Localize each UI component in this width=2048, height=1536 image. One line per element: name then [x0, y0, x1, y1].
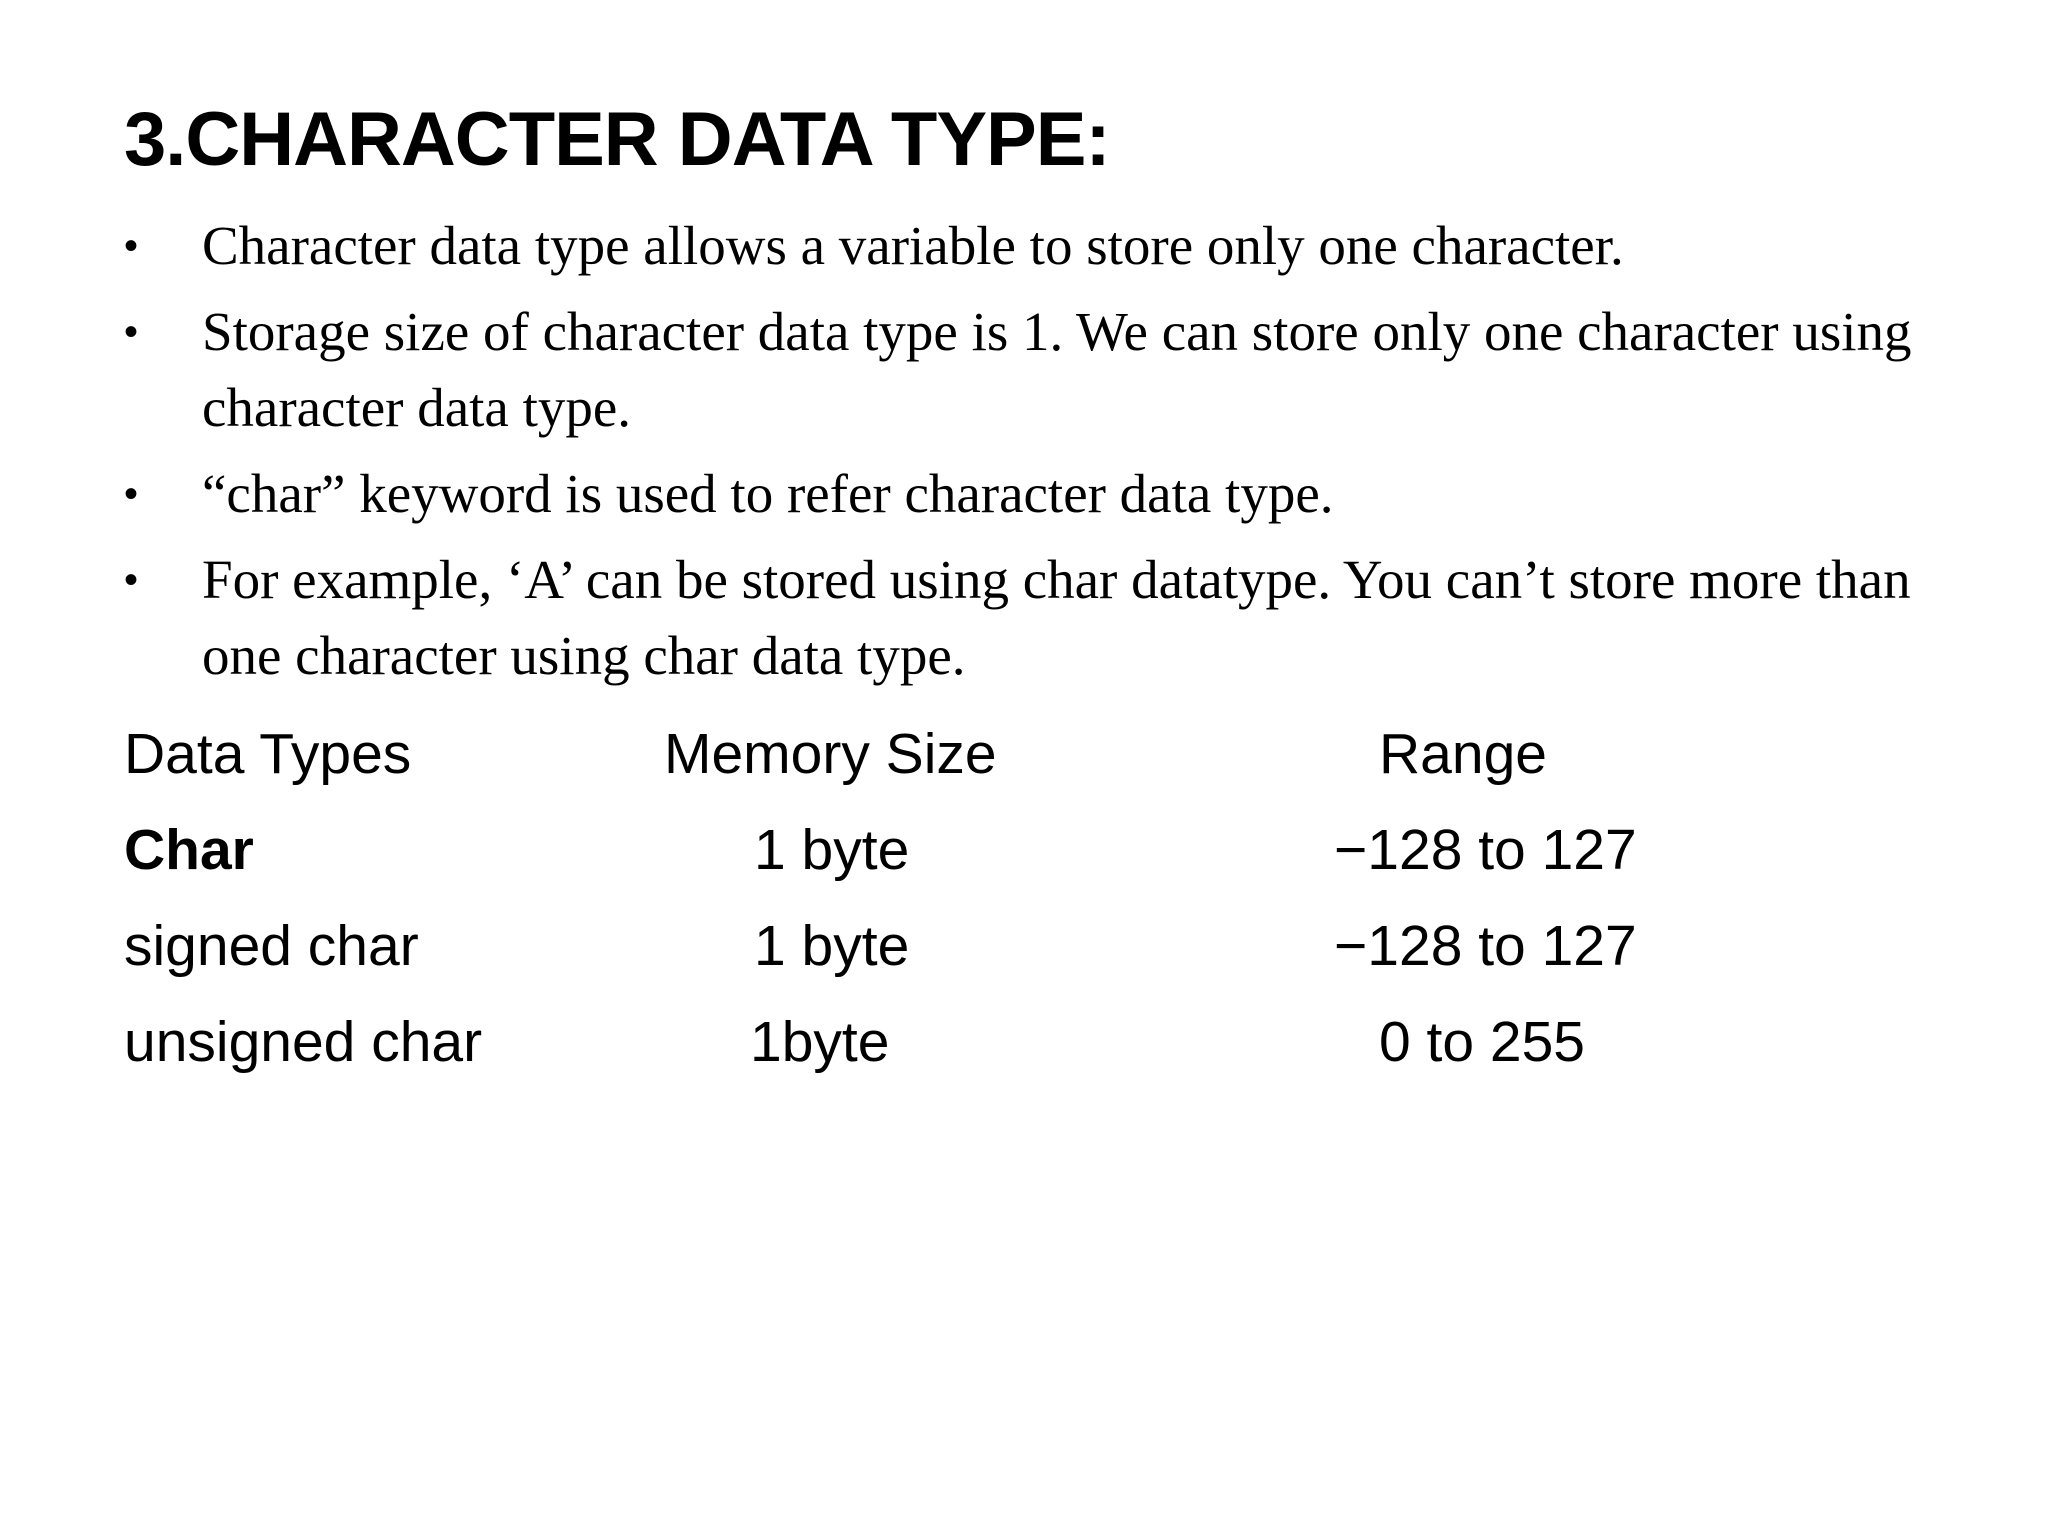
table-row [124, 898, 1824, 994]
bullet-item [124, 208, 1984, 284]
bullet-item [124, 294, 1984, 446]
bullet-item [124, 542, 1984, 694]
header-data-types: Data Types [124, 722, 412, 786]
bullet-dot-icon: • [124, 472, 139, 516]
cell-range: −128 to 127 [1334, 914, 1637, 978]
bullet-list [124, 208, 1984, 704]
slide-title: 3.CHARACTER DATA TYPE: [124, 97, 1110, 182]
cell-range: −128 to 127 [1334, 818, 1637, 882]
header-memory-size: Memory Size [664, 722, 997, 786]
cell-data-type: Char [124, 818, 254, 882]
bullet-item [124, 456, 1984, 532]
bullet-text: Character data type allows a variable to store only one character. [202, 215, 1624, 276]
header-range: Range [1379, 722, 1547, 786]
cell-memory-size: 1 byte [754, 914, 910, 978]
data-type-table [124, 706, 1824, 1090]
bullet-dot-icon: • [124, 224, 139, 268]
cell-range: 0 to 255 [1379, 1010, 1586, 1074]
cell-data-type: unsigned char [124, 1010, 483, 1074]
bullet-dot-icon: • [124, 310, 139, 354]
bullet-dot-icon: • [124, 558, 139, 602]
table-header-row [124, 706, 1824, 802]
bullet-text: For example, ‘A’ can be stored using char datatype. You can’t store more than one character using char data type. [202, 549, 1911, 686]
cell-data-type: signed char [124, 914, 419, 978]
table-row [124, 802, 1824, 898]
bullet-text: Storage size of character data type is 1. We can store only one character using character data type. [202, 301, 1912, 438]
table-row [124, 994, 1824, 1090]
cell-memory-size: 1 byte [754, 818, 910, 882]
bullet-text: “char” keyword is used to refer character data type. [202, 463, 1334, 524]
cell-memory-size: 1byte [750, 1010, 890, 1074]
